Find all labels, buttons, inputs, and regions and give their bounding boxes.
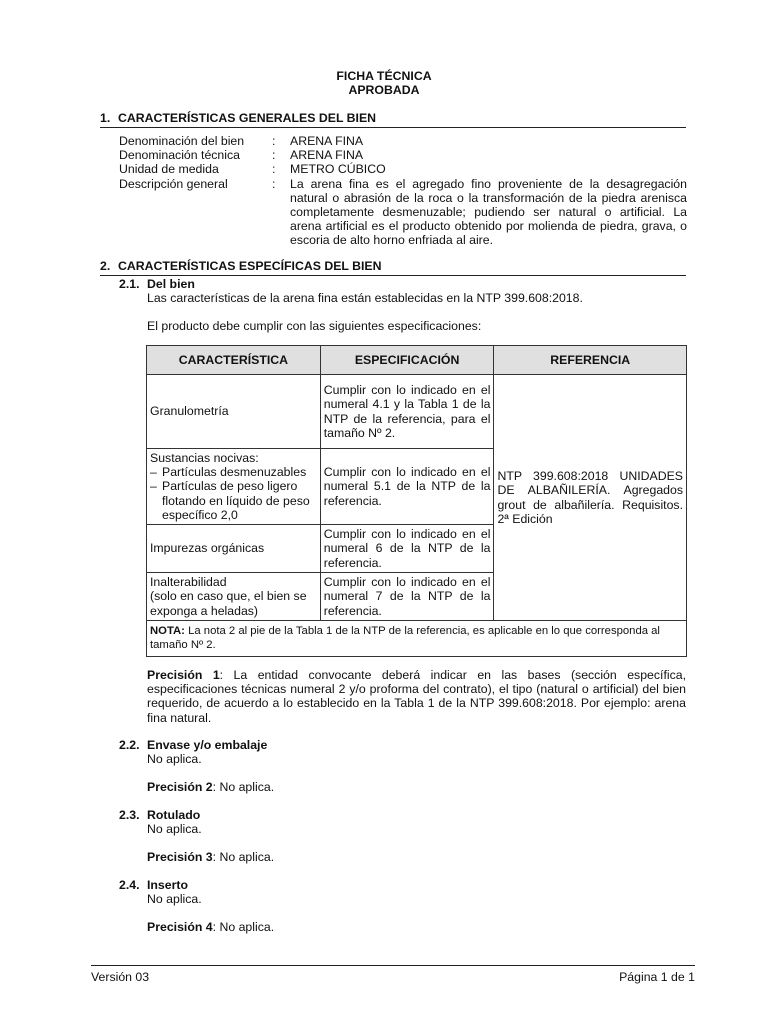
section-1-number: 1.	[100, 111, 111, 125]
subsection-number: 2.2.	[119, 738, 140, 752]
subsection-2-1-text-2: El producto debe cumplir con las siguientes especificaciones:	[147, 319, 482, 333]
specifications-table	[146, 345, 687, 657]
kv-value: METRO CÚBICO	[290, 162, 386, 177]
kv-label: Denominación técnica	[119, 148, 240, 163]
kv-label: Denominación del bien	[119, 134, 245, 148]
subsection-number: 2.3.	[119, 808, 140, 822]
precision-1-paragraph	[147, 668, 686, 725]
kv-label: Descripción general	[119, 176, 228, 191]
table-note-row	[147, 621, 687, 657]
footer-page-number: Página 1 de 1	[619, 970, 695, 984]
title-line-1: FICHA TÉCNICA	[336, 69, 432, 83]
kv-value: ARENA FINA	[290, 148, 364, 163]
cell-specification: Cumplir con lo indicado en el numeral 5.1 de la NTP de la referencia.	[320, 449, 494, 525]
kv-separator: :	[272, 134, 276, 148]
characteristic-title: Sustancias nocivas:	[150, 451, 259, 465]
kv-row-unidad-medida	[119, 162, 687, 176]
precision-4-paragraph	[147, 920, 686, 934]
precision-3-paragraph	[147, 850, 686, 864]
subsection-2-4-text: No aplica.	[147, 892, 202, 906]
characteristic-line: Inalterabilidad	[150, 575, 227, 590]
table-header-row	[147, 346, 687, 375]
cell-characteristic: Granulometría	[147, 375, 321, 449]
precision-3-label: Precisión 3	[147, 850, 213, 864]
subsection-2-4-heading	[119, 878, 188, 892]
subsection-2-2-text: No aplica.	[147, 752, 202, 766]
cell-specification: Cumplir con lo indicado en el numeral 6 de la NTP de la referencia.	[320, 525, 494, 573]
kv-row-denominacion-tecnica	[119, 148, 687, 162]
subsection-number: 2.1.	[119, 277, 140, 291]
column-header-referencia: REFERENCIA	[494, 346, 687, 375]
kv-label: Unidad de medida	[119, 162, 219, 177]
subsection-2-3-heading	[119, 808, 200, 822]
kv-separator: :	[272, 148, 276, 163]
subsection-title: Rotulado	[147, 808, 201, 822]
kv-value: La arena fina es el agregado fino proveniente de la desagregación natural o abrasión de la roca o la transformación de la piedra arenisca completamente desmenuzable; pudiendo ser natural o artificial. La arena artificial es el producto obtenido por molienda de piedra, grava, o escoria de alto horno enfriada al aire.	[290, 176, 687, 248]
footer-version: Versión 03	[91, 970, 150, 984]
subsection-title: Inserto	[147, 878, 188, 892]
subsection-2-1-heading	[119, 277, 195, 291]
precision-4-text: : No aplica.	[212, 920, 275, 934]
subsection-2-2-heading	[119, 738, 267, 752]
cell-reference: NTP 399.608:2018 UNIDADES DE ALBAÑILERÍA. Agregados grout de albañilería. Requisitos. 2ª Edición	[494, 375, 687, 621]
cell-specification: Cumplir con lo indicado en el numeral 4.1 y la Tabla 1 de la NTP de la referencia, para el tamaño Nº 2.	[320, 375, 494, 449]
subsection-2-1-text-1: Las características de la arena fina están establecidas en la NTP 399.608:2018.	[147, 291, 583, 305]
subsection-title: Del bien	[147, 277, 195, 291]
general-characteristics-list	[119, 134, 687, 248]
kv-separator: :	[272, 176, 276, 191]
precision-2-label: Precisión 2	[147, 780, 213, 794]
table-row	[147, 375, 687, 449]
note-label: NOTA:	[150, 625, 185, 638]
column-header-especificacion: ESPECIFICACIÓN	[320, 346, 494, 375]
kv-separator: :	[272, 162, 276, 177]
characteristic-line: (solo en caso que, el bien se exponga a heladas)	[150, 589, 307, 618]
cell-note	[147, 621, 687, 657]
note-text: La nota 2 al pie de la Tabla 1 de la NTP de la referencia, es aplicable en lo que corresponda al tamaño Nº 2.	[150, 625, 660, 651]
precision-1-text: : La entidad convocante deberá indicar en las bases (sección específica, especificaciones técnicas numeral 2 y/o proforma del contrato), el tipo (natural o artificial) del bien requerido, de acuerdo a lo establecido en la Tabla 1 de la NTP 399.608:2018. Por ejemplo: arena fina natural.	[147, 668, 686, 725]
list-item: – Partículas de peso ligero flotando en líquido de peso específico 2,0	[150, 479, 317, 522]
section-2-title: CARACTERÍSTICAS ESPECÍFICAS DEL BIEN	[118, 259, 382, 273]
page-footer	[91, 965, 695, 984]
section-2-number: 2.	[100, 259, 111, 273]
subsection-2-3-text: No aplica.	[147, 822, 202, 836]
kv-row-denominacion-bien	[119, 134, 687, 148]
cell-specification: Cumplir con lo indicado en el numeral 7 de la NTP de la referencia.	[320, 573, 494, 621]
cell-characteristic: Impurezas orgánicas	[147, 525, 321, 573]
title-line-2: APROBADA	[348, 83, 420, 97]
column-header-caracteristica: CARACTERÍSTICA	[147, 346, 321, 375]
precision-1-label: Precisión 1	[147, 668, 220, 682]
kv-value: ARENA FINA	[290, 134, 364, 148]
subsection-title: Envase y/o embalaje	[147, 738, 268, 752]
precision-2-paragraph	[147, 780, 686, 794]
list-item: – Partículas desmenuzables	[150, 465, 307, 480]
subsection-number: 2.4.	[119, 878, 140, 892]
section-2-heading	[100, 259, 686, 276]
document-title	[0, 69, 768, 97]
cell-characteristic	[147, 573, 321, 621]
list-item-text: Partículas de peso ligero flotando en líquido de peso específico 2,0	[162, 479, 310, 522]
kv-row-descripcion-general	[119, 177, 687, 248]
precision-4-label: Precisión 4	[147, 920, 213, 934]
list-item-text: Partículas desmenuzables	[162, 465, 307, 480]
precision-3-text: : No aplica.	[212, 850, 275, 864]
cell-characteristic	[147, 449, 321, 525]
precision-2-text: : No aplica.	[212, 780, 275, 794]
section-1-title: CARACTERÍSTICAS GENERALES DEL BIEN	[118, 111, 377, 125]
section-1-heading	[100, 111, 686, 128]
